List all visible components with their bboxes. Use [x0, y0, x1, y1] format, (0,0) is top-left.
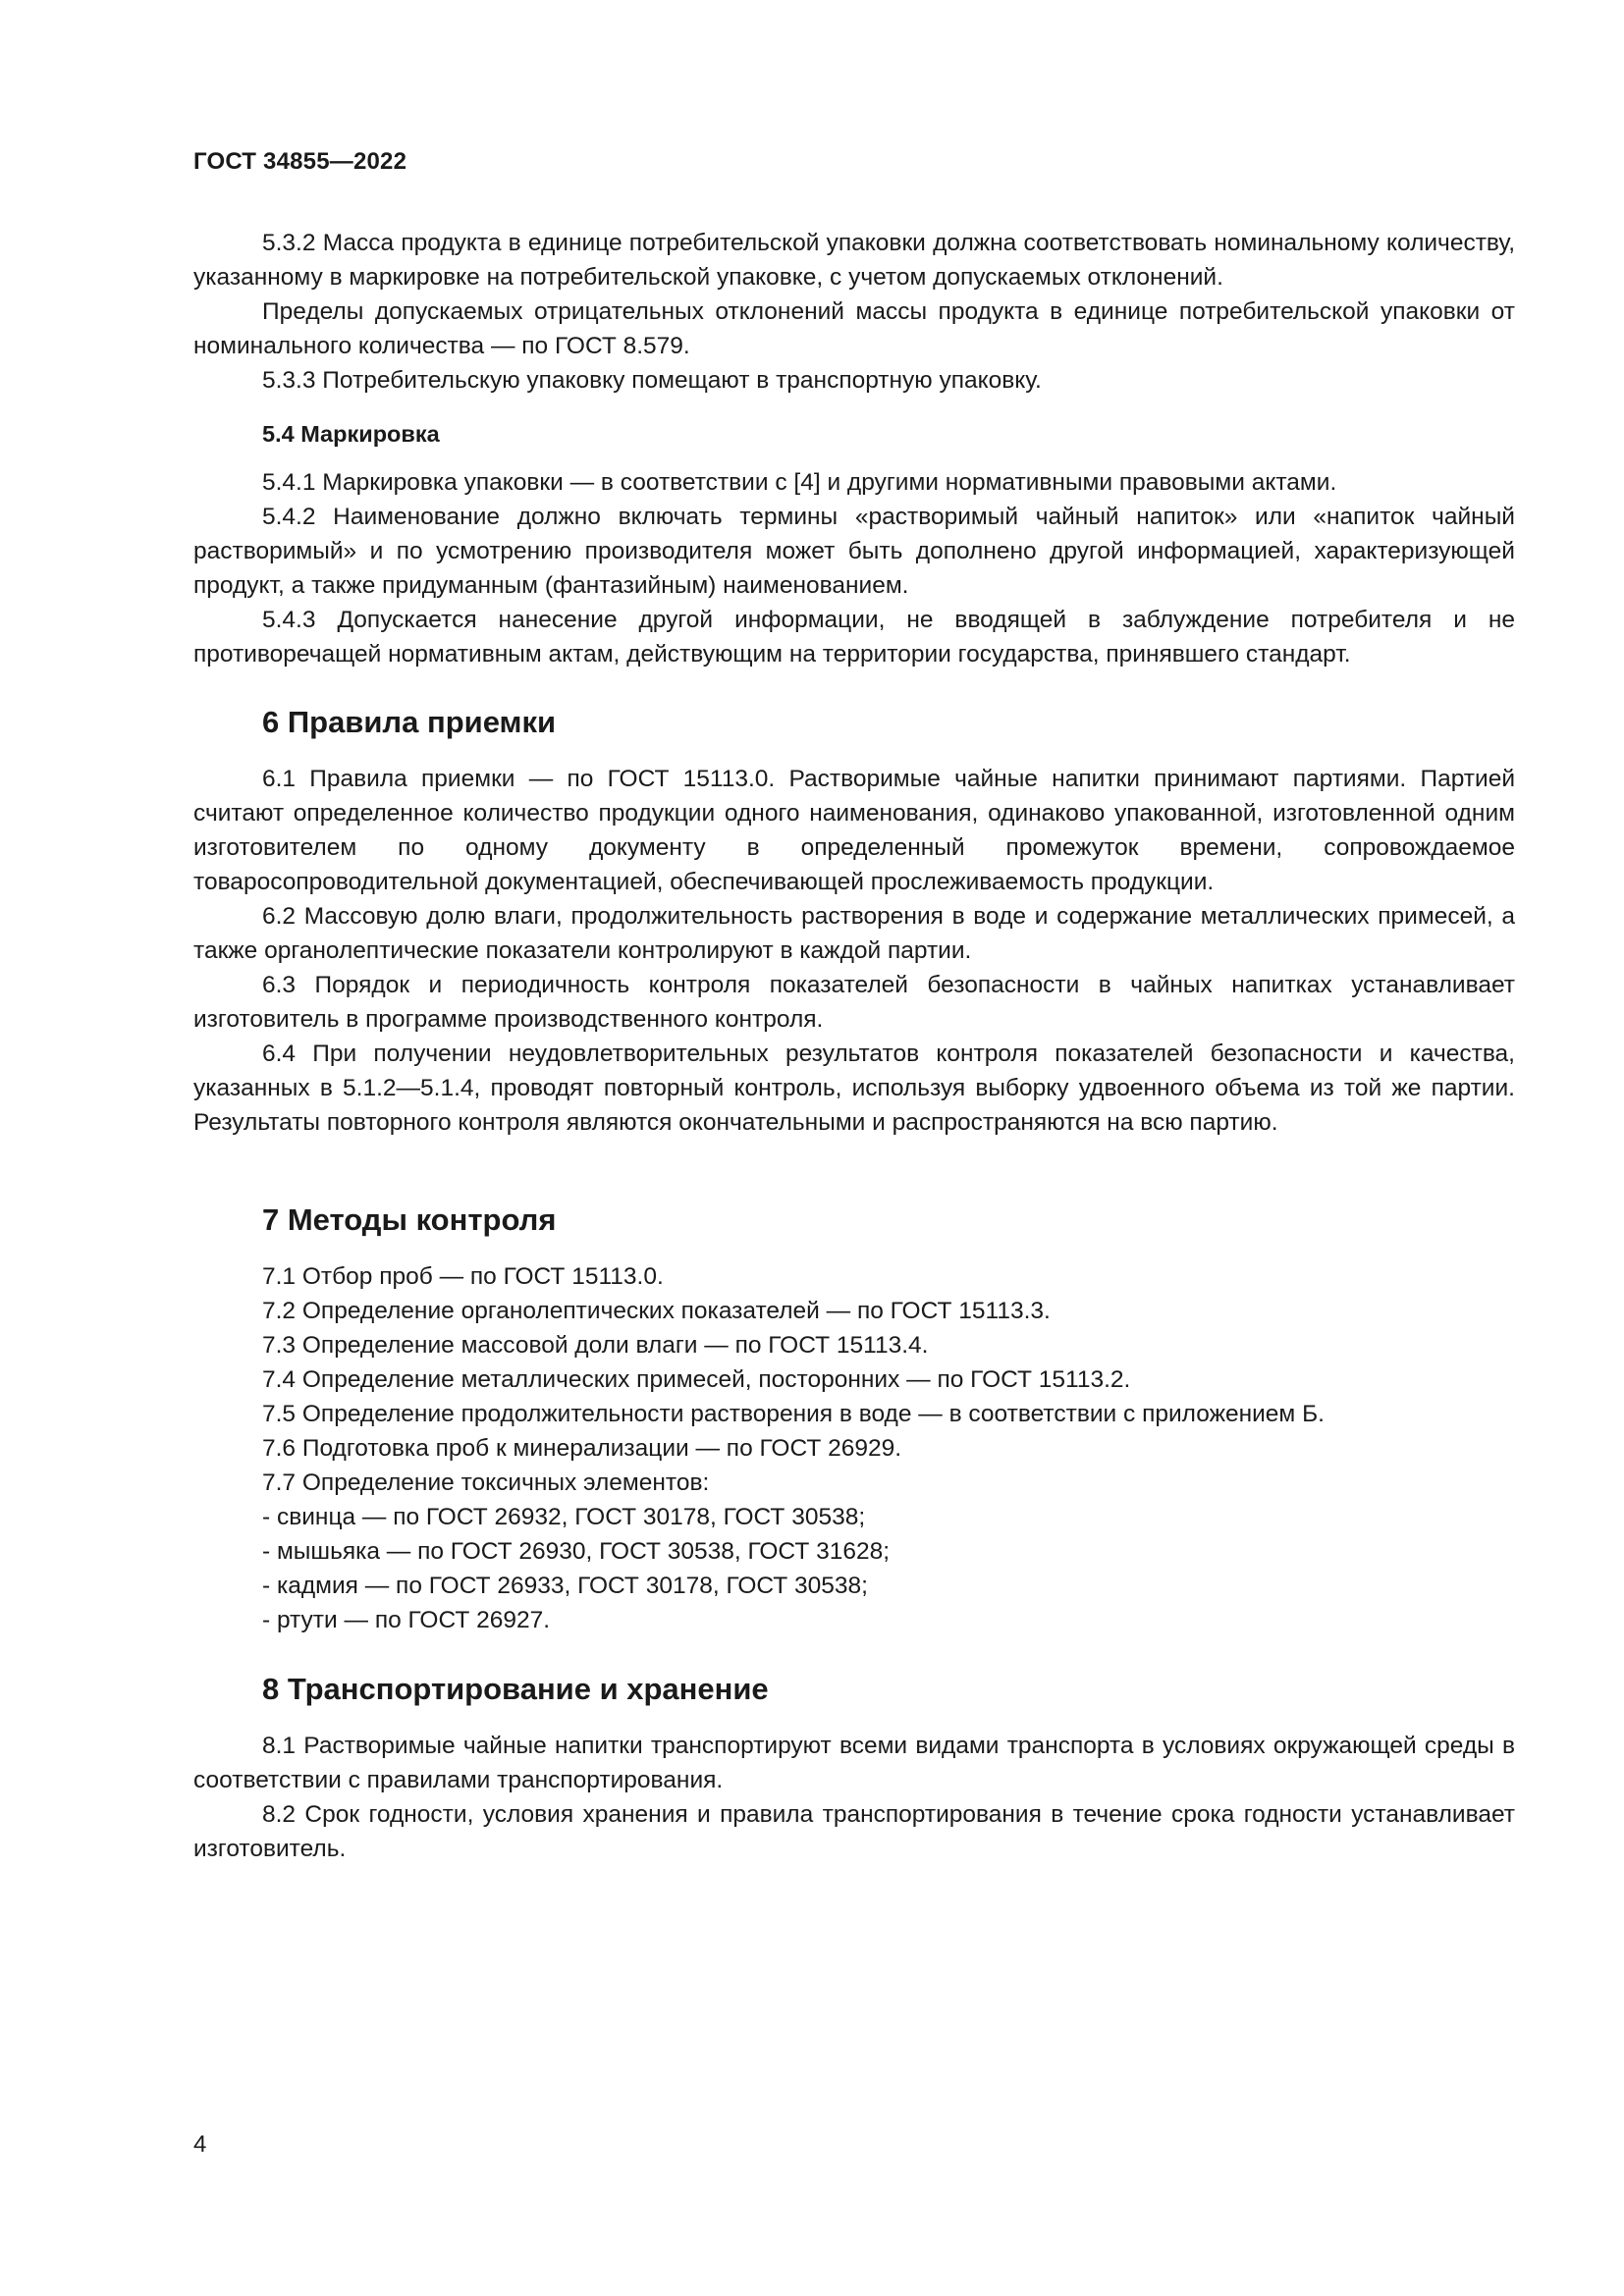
page-number: 4: [193, 2131, 207, 2158]
paragraph-6-4: 6.4 При получении неудовлетворительных результатов контроля показателей безопасности и качества, указанных в 5.1.2—5.1.4, проводят повторный контроль, используя выборку удвоенного объема из той же партии. Результаты повторного контроля являются окончательными и распространяются на всю партию.: [193, 1041, 1515, 1136]
paragraph-5-4-1: 5.4.1 Маркировка упаковки — в соответствии с [4] и другими нормативными правовыми актами.: [262, 469, 1337, 496]
section-title-8: 8 Транспортирование и хранение: [262, 1672, 769, 1706]
section-7-heading-block: [193, 1201, 1515, 1240]
paragraph-5-3-2: 5.3.2 Масса продукта в единице потребительской упаковки должна соответствовать номинальному количеству, указанному в маркировке на потребительской упаковке, с учетом допускаемых отклонений.: [193, 230, 1515, 291]
paragraph-5-3-2-limits: Пределы допускаемых отрицательных отклонений массы продукта в единице потребительской упаковки от номинального количества — по ГОСТ 8.579.: [193, 298, 1515, 359]
section-8-body: [193, 1729, 1515, 1866]
list-item-7-1: 7.1 Отбор проб — по ГОСТ 15113.0.: [262, 1263, 664, 1290]
section-5-4-body: [193, 465, 1515, 671]
list-item-7-3: 7.3 Определение массовой доли влаги — по ГОСТ 15113.4.: [262, 1332, 929, 1359]
list-item-arsenic: - мышьяка — по ГОСТ 26930, ГОСТ 30538, ГОСТ 31628;: [262, 1538, 891, 1565]
list-item-7-5: 7.5 Определение продолжительности растворения в воде — в соответствии с приложением Б.: [262, 1401, 1325, 1427]
paragraph-5-3-3: 5.3.3 Потребительскую упаковку помещают в транспортную упаковку.: [262, 367, 1042, 394]
list-item-lead: - свинца — по ГОСТ 26932, ГОСТ 30178, ГОСТ 30538;: [262, 1504, 866, 1530]
document-id-header: ГОСТ 34855—2022: [193, 148, 407, 175]
paragraph-8-2: 8.2 Срок годности, условия хранения и правила транспортирования в течение срока годности устанавливает изготовитель.: [193, 1801, 1515, 1862]
list-item-7-4: 7.4 Определение металлических примесей, посторонних — по ГОСТ 15113.2.: [262, 1366, 1131, 1393]
paragraph-6-1: 6.1 Правила приемки — по ГОСТ 15113.0. Растворимые чайные напитки принимают партиями. Партией считают определенное количество продукции одного наименования, одинаково упакованной, изготовленной одним изготовителем по одному документу в определенный промежуток времени, сопровождаемое товаросопроводительной документацией, обеспечивающей прослеживаемость продукции.: [193, 766, 1515, 895]
section-6-heading-block: [193, 703, 1515, 742]
section-8-heading-block: [193, 1670, 1515, 1709]
list-item-cadmium: - кадмия — по ГОСТ 26933, ГОСТ 30178, ГОСТ 30538;: [262, 1573, 868, 1599]
list-item-7-2: 7.2 Определение органолептических показателей — по ГОСТ 15113.3.: [262, 1298, 1051, 1324]
subsection-title-5-4: 5.4 Маркировка: [262, 421, 440, 447]
paragraph-6-2: 6.2 Массовую долю влаги, продолжительность растворения в воде и содержание металлических примесей, а также органолептические показатели контролируют в каждой партии.: [193, 903, 1515, 964]
section-title-7: 7 Методы контроля: [262, 1202, 557, 1237]
paragraph-5-4-3: 5.4.3 Допускается нанесение другой информации, не вводящей в заблуждение потребителя и не противоречащей нормативным актам, действующим на территории государства, принявшего стандарт.: [193, 607, 1515, 667]
paragraph-5-4-2: 5.4.2 Наименование должно включать термины «растворимый чайный напиток» или «напиток чайный растворимый» и по усмотрению производителя может быть дополнено другой информацией, характеризующей продукт, а также придуманным (фантазийным) наименованием.: [193, 504, 1515, 599]
section-title-6: 6 Правила приемки: [262, 705, 557, 739]
section-5-4-block: [193, 417, 1515, 452]
section-6-body: [193, 762, 1515, 1140]
list-item-7-6: 7.6 Подготовка проб к минерализации — по ГОСТ 26929.: [262, 1435, 902, 1462]
list-item-7-7: 7.7 Определение токсичных элементов:: [262, 1469, 710, 1496]
paragraph-8-1: 8.1 Растворимые чайные напитки транспортируют всеми видами транспорта в условиях окружающей среды в соответствии с правилами транспортирования.: [193, 1733, 1515, 1793]
list-item-mercury: - ртути — по ГОСТ 26927.: [262, 1607, 551, 1633]
section-5-3-block: [193, 226, 1515, 398]
section-7-body: [193, 1259, 1515, 1637]
paragraph-6-3: 6.3 Порядок и периодичность контроля показателей безопасности в чайных напитках устанавливает изготовитель в программе производственного контроля.: [193, 972, 1515, 1033]
